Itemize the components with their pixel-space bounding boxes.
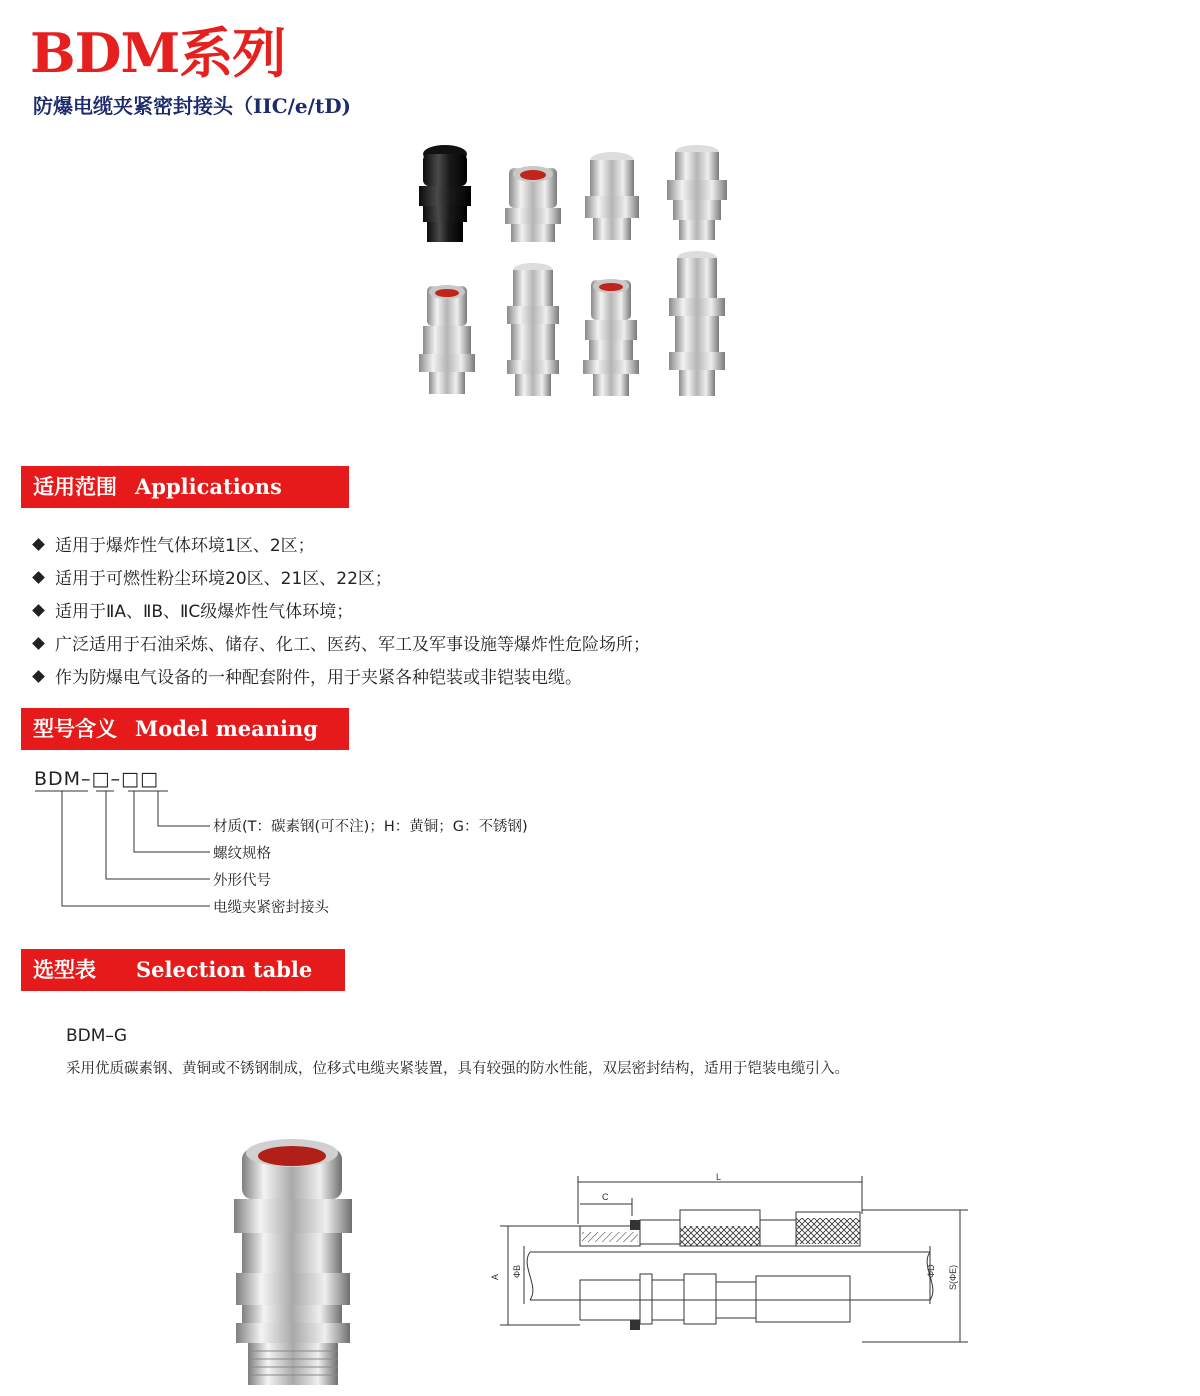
model-code: BDM–□–□□ xyxy=(34,768,159,790)
bdm-g-product-photo xyxy=(228,1135,358,1390)
product-photo-grid xyxy=(405,140,745,402)
section-applications-en: Applications xyxy=(135,474,282,499)
diamond-bullet-icon xyxy=(32,670,45,683)
dim-label-C: C xyxy=(602,1192,609,1202)
dim-label-L: L xyxy=(716,1172,722,1182)
model-label-product: 电缆夹紧密封接头 xyxy=(213,900,329,916)
product-black-nylon-gland xyxy=(419,145,471,242)
list-item: 适用于可燃性粉尘环境20区、21区、22区； xyxy=(34,563,650,596)
product-short-steel-gland-red xyxy=(505,166,561,242)
list-item: 适用于ⅡA、ⅡB、ⅡC级爆炸性气体环境； xyxy=(34,596,650,629)
technical-drawing xyxy=(490,1170,980,1350)
dim-label-E: S(ΦE) xyxy=(948,1264,958,1290)
product-steel-gland-threaded xyxy=(667,145,727,240)
section-model-meaning-header xyxy=(21,708,349,750)
section-selection-header xyxy=(21,949,345,991)
diamond-bullet-icon xyxy=(32,538,45,551)
product-steel-gland-red-2 xyxy=(419,285,475,394)
selection-model-name: BDM–G xyxy=(66,1026,128,1046)
section-selection-cn: 选型表 xyxy=(33,957,96,982)
section-model-en: Model meaning xyxy=(135,716,318,741)
diamond-bullet-icon xyxy=(32,637,45,650)
product-steel-gland-red-3 xyxy=(583,279,639,396)
dim-label-A: A xyxy=(490,1273,500,1280)
section-applications-cn: 适用范围 xyxy=(33,474,117,499)
page-subtitle: 防爆电缆夹紧密封接头（IIC/e/tD) xyxy=(33,94,352,118)
product-steel-gland-open xyxy=(585,152,639,240)
section-selection-en: Selection table xyxy=(136,957,313,982)
list-item: 适用于爆炸性气体环境1区、2区； xyxy=(34,530,650,563)
page-title: BDM系列 xyxy=(30,21,286,85)
product-long-steel-gland xyxy=(507,263,559,396)
dim-label-D: ΦD xyxy=(926,1264,936,1278)
diamond-bullet-icon xyxy=(32,571,45,584)
section-applications-header xyxy=(21,466,349,508)
model-label-thread: 螺纹规格 xyxy=(213,846,271,862)
diamond-bullet-icon xyxy=(32,604,45,617)
model-label-shape: 外形代号 xyxy=(213,873,271,889)
list-item: 广泛适用于石油采炼、储存、化工、医药、军工及军事设施等爆炸性危险场所； xyxy=(34,629,650,662)
model-code-diagram-lines xyxy=(30,788,220,913)
list-item: 作为防爆电气设备的一种配套附件，用于夹紧各种铠装或非铠装电缆。 xyxy=(34,662,650,695)
applications-list xyxy=(34,530,650,695)
selection-description: 采用优质碳素钢、黄铜或不锈钢制成，位移式电缆夹紧装置，具有较强的防水性能，双层密封结构，适用于铠装电缆引入。 xyxy=(66,1061,849,1077)
dim-label-B: ΦB xyxy=(512,1264,522,1278)
product-long-steel-gland-2 xyxy=(669,251,725,396)
section-model-cn: 型号含义 xyxy=(33,716,117,741)
model-label-material: 材质(T：碳素钢(可不注)；H：黄铜；G：不锈钢) xyxy=(213,819,528,835)
